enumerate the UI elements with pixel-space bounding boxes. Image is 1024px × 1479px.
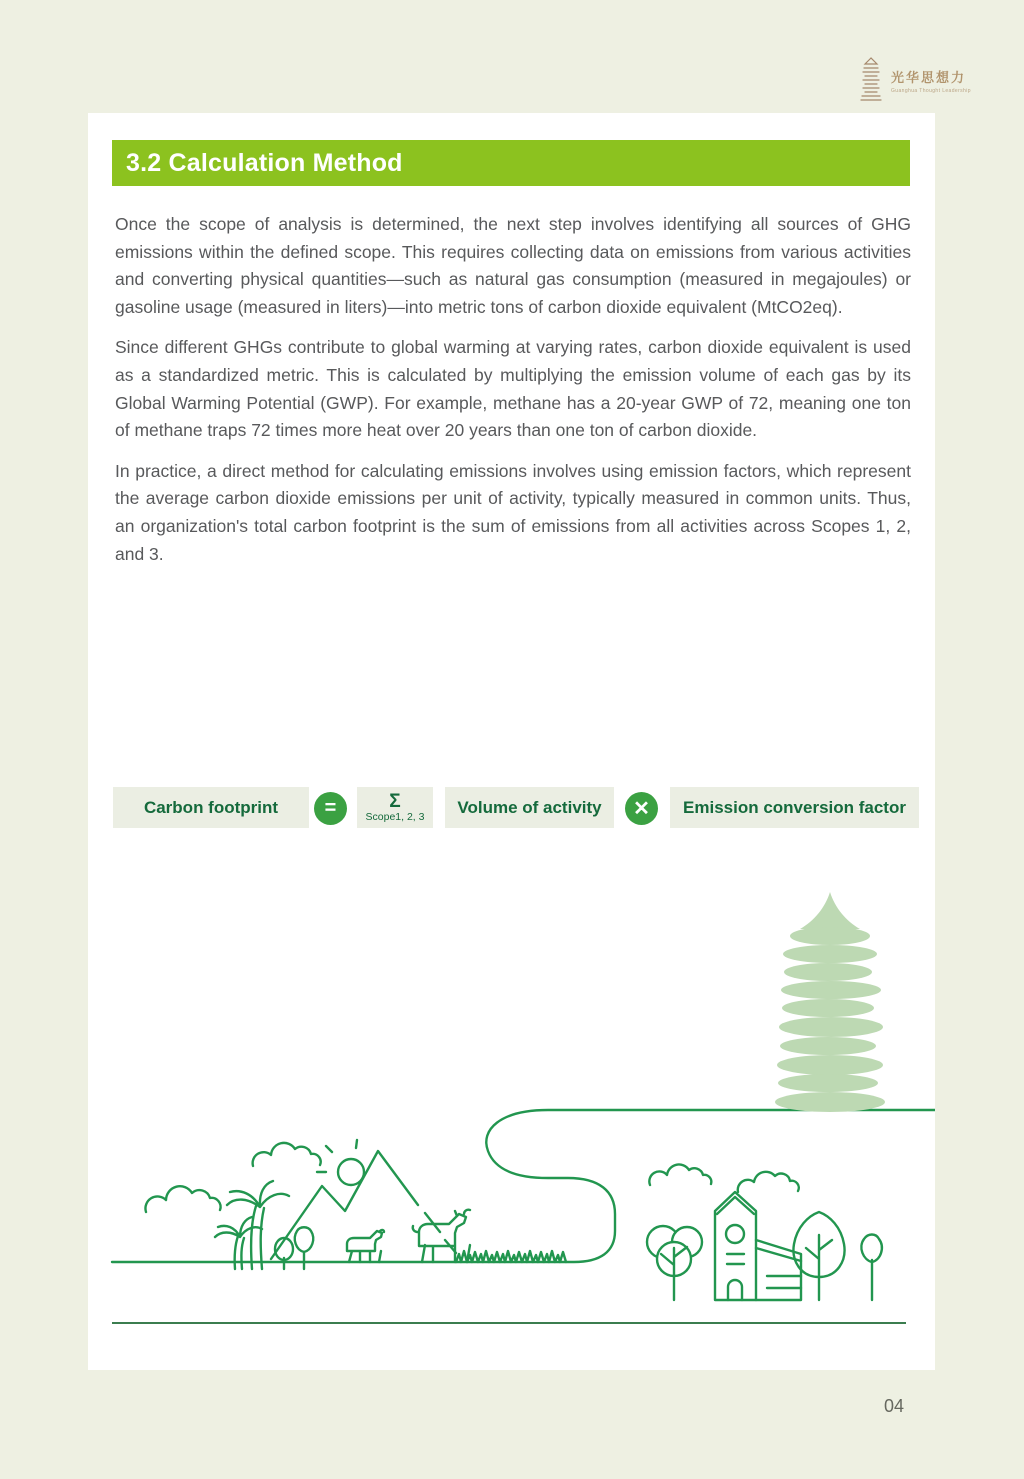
landscape-illustration (88, 880, 935, 1310)
brand-logo (858, 56, 971, 104)
content-card (88, 113, 935, 1370)
church-icon (715, 1192, 756, 1300)
logo-title: 光华思想力 (891, 69, 967, 85)
leaf-tree-icon (793, 1212, 881, 1300)
cow-icon (413, 1210, 470, 1262)
paragraph-3: In practice, a direct method for calculating emissions involves using emission factors, which represent the average carbon dioxide emissions per unit of activity, typically measured in common units. Thus, an organization's total carbon footprint is the sum of emissions from all activities across Scopes 1, 2, and 3. (115, 460, 911, 564)
footer-divider (112, 1322, 906, 1324)
sigma-symbol: Σ (389, 791, 401, 812)
pagoda-silhouette-icon (775, 892, 885, 1112)
equals-icon: = (314, 792, 347, 825)
sun-icon (317, 1140, 364, 1185)
page-number: 04 (884, 1396, 905, 1416)
paragraph-2: Since different GHGs contribute to global warming at varying rates, carbon dioxide equivalent is used as a standardized metric. This is calculated by multiplying the emission volume of each gas by its Global Warming Potential (GWP). For example, methane has a 20-year GWP of 72, meaning one ton of methane traps 72 times more heat over 20 years than one ton of carbon dioxide. (115, 337, 911, 441)
pagoda-logo-icon (858, 56, 884, 104)
body-copy (115, 211, 911, 581)
multiply-icon: ✕ (625, 792, 658, 825)
paragraph-1: Once the scope of analysis is determined, the next step involves identifying all sources of GHG emissions within the defined scope. This requires collecting data on emissions from various activities and converting physical quantities—such as natural gas consumption (measured in megajoules) or gasoline usage (measured in liters)—into metric tons of carbon dioxide equivalent (MtCO2eq). (115, 214, 911, 317)
winding-path (112, 1110, 935, 1262)
cloud-icon (738, 1172, 799, 1192)
formula-row (88, 787, 935, 828)
cloud-icon (649, 1164, 711, 1185)
emission-conversion-factor-term: Emission conversion factor (670, 787, 919, 828)
cloud-icon (145, 1186, 220, 1212)
grass-icon (456, 1251, 566, 1262)
sigma-term (357, 787, 433, 828)
logo-subtitle: Guanghua Thought Leadership (891, 87, 971, 94)
cloud-icon (253, 1143, 321, 1166)
carbon-footprint-term: Carbon footprint (113, 787, 309, 828)
sigma-subscript: Scope1, 2, 3 (365, 811, 425, 823)
section-title: 3.2 Calculation Method (126, 149, 403, 177)
logo-text (891, 67, 971, 94)
section-header (112, 140, 910, 186)
volume-of-activity-term: Volume of activity (445, 787, 614, 828)
